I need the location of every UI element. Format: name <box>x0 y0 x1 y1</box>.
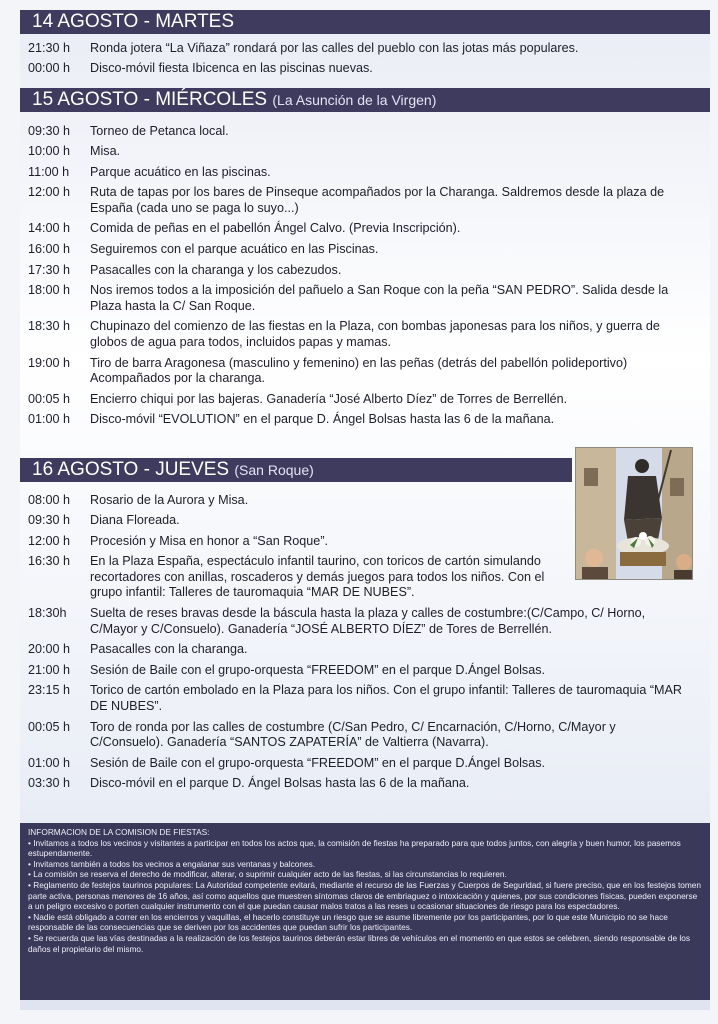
event-row: 11:00 h Parque acuático en las piscinas. <box>28 164 271 179</box>
event-row: 18:00 h Nos iremos todos a la imposición del pañuelo a San Roque con la peña “SAN PEDRO”. Salida desde la Plaza hasta la C/ San Roque. <box>28 283 669 313</box>
info-item: • Invitamos a todos los vecinos y visitantes a participar en todos los actos que, la comisión de fiestas ha preparado para que todos juntos, con alegría y buen humor, los pasemos estupendamente. <box>28 838 702 859</box>
event-row: 14:00 h Comida de peñas en el pabellón Ángel Calvo. (Previa Inscripción). <box>28 221 461 236</box>
day-15-events <box>28 121 688 431</box>
event-row: 16:00 h Seguiremos con el parque acuático en las Piscinas. <box>28 242 379 257</box>
info-heading: INFORMACION DE LA COMISION DE FIESTAS: <box>28 827 210 837</box>
event-row: 12:00 h Ruta de tapas por los bares de Pinseque acompañados por la Charanga. Saldremos desde la plaza de España (cada uno se paga lo suyo...) <box>28 185 665 215</box>
day-16-title: 16 AGOSTO - JUEVES <box>32 459 230 480</box>
day-14-header <box>20 10 710 34</box>
event-row: 01:00 h Sesión de Baile con el grupo-orquesta “FREEDOM” en el parque D.Ángel Bolsas. <box>28 755 546 770</box>
day-16-subtitle: (San Roque) <box>234 462 314 478</box>
info-item: • Reglamento de festejos taurinos populares: La Autoridad competente evitará, mediante el recurso de las Fuerzas y Cuerpos de Seguridad, si fuere preciso, que en los festejos tomen parte activa, personas menores de 16 años, así como aquellos que muestren síntomas claros de embriaguez o intoxicación y quienes, por sus condiciones físicas, pueden exponerse a un peligro excesivo o porten cualquier instrumento con el que puedan causar malos tratos a las reses u ocasionar situaciones de riesgo para los espectadores. <box>28 880 702 912</box>
event-row: 00:05 h Toro de ronda por las calles de costumbre (C/San Pedro, C/ Encarnación, C/Horno, C/Mayor y C/Consuelo). Ganadería “SANTOS ZAPATERÍA” de Valtierra (Navarra). <box>28 719 616 750</box>
event-row: 01:00 h Disco-móvil “EVOLUTION” en el parque D. Ángel Bolsas hasta las 6 de la mañana. <box>28 412 555 427</box>
event-row: 16:30 h En la Plaza España, espectáculo infantil taurino, con toricos de cartón simulando recortadores con anillas, roscaderos y demás juegos para todos los niños. Con el grupo infantil: Talleres de tauromaquia “MAR DE NUBES”. <box>28 554 545 600</box>
day-15-header <box>20 88 710 112</box>
day-15-title: 15 AGOSTO - MIÉRCOLES <box>32 89 268 110</box>
day-16-header <box>20 458 572 482</box>
event-row: 09:30 h Diana Floreada. <box>28 513 180 528</box>
event-row: 08:00 h Rosario de la Aurora y Misa. <box>28 492 249 507</box>
event-row: 19:00 h Tiro de barra Aragonesa (masculino y femenino) en las peñas (detrás del pabellón polideportivo) Acompañados por la charanga. <box>28 355 628 386</box>
day-14-title: 14 AGOSTO - MARTES <box>32 11 235 32</box>
event-row: 00:00 h Disco-móvil fiesta Ibicenca en las piscinas nuevas. <box>28 61 373 76</box>
info-item: • Nadie está obligado a correr en los encierros y vaquillas, el hacerlo constituye un riesgo que se asume libremente por los participantes, por lo que este Municipio no se hace responsable de las consecuencias que se deriven por los accidentes que puedan sufrir los participantes. <box>28 912 702 933</box>
day-16-events <box>28 490 692 795</box>
event-row: 10:00 h Misa. <box>28 144 121 159</box>
event-row: 00:05 h Encierro chiqui por las bajeras. Ganadería “José Alberto Díez” de Torres de Berrellén. <box>28 391 568 406</box>
event-row: 21:30 h Ronda jotera “La Viñaza” rondará por las calles del pueblo con las jotas más populares. <box>28 40 579 55</box>
info-item: • Invitamos también a todos los vecinos a engalanar sus ventanas y balcones. <box>28 859 702 870</box>
event-row: 12:00 h Procesión y Misa en honor a “San Roque”. <box>28 533 329 548</box>
info-item: • Se recuerda que las vías destinadas a la realización de los festejos taurinos deberán estar libres de vehículos en el momento en que estos se celebren, siendo responsable de los daños el propietario del mismo. <box>28 933 702 954</box>
event-row: 17:30 h Pasacalles con la charanga y los cabezudos. <box>28 262 342 277</box>
event-row: 20:00 h Pasacalles con la charanga. <box>28 642 248 657</box>
event-row: 18:30 h Chupinazo del comienzo de las fiestas en la Plaza, con bombas japonesas para los niños, y guerra de globos de agua para todos, incluidos papas y mamas. <box>28 319 660 350</box>
commission-info-box <box>20 823 710 1000</box>
day-14-events <box>28 38 698 79</box>
day-15-subtitle: (La Asunción de la Virgen) <box>272 92 437 108</box>
event-row: 23:15 h Torico de cartón embolado en la Plaza para los niños. Con el grupo infantil: Talleres de tauromaquia “MAR DE NUBES”. <box>28 683 683 714</box>
event-row: 21:00 h Sesión de Baile con el grupo-orquesta “FREEDOM” en el parque D.Ángel Bolsas. <box>28 662 546 677</box>
event-row: 03:30 h Disco-móvil en el parque D. Ángel Bolsas hasta las 6 de la mañana. <box>28 776 470 791</box>
event-row: 18:30h Suelta de reses bravas desde la báscula hasta la plaza y calles de costumbre:(C/Campo, C/ Horno, C/Mayor y C/Consuelo). Ganadería “JOSÉ ALBERTO DÍEZ” de Tores de Berrellén. <box>28 606 646 636</box>
event-row: 09:30 h Torneo de Petanca local. <box>28 123 229 138</box>
info-item: • La comisión se reserva el derecho de modificar, alterar, o suprimir cualquier acto de las fiestas, si las circunstancias lo requieren. <box>28 869 702 880</box>
